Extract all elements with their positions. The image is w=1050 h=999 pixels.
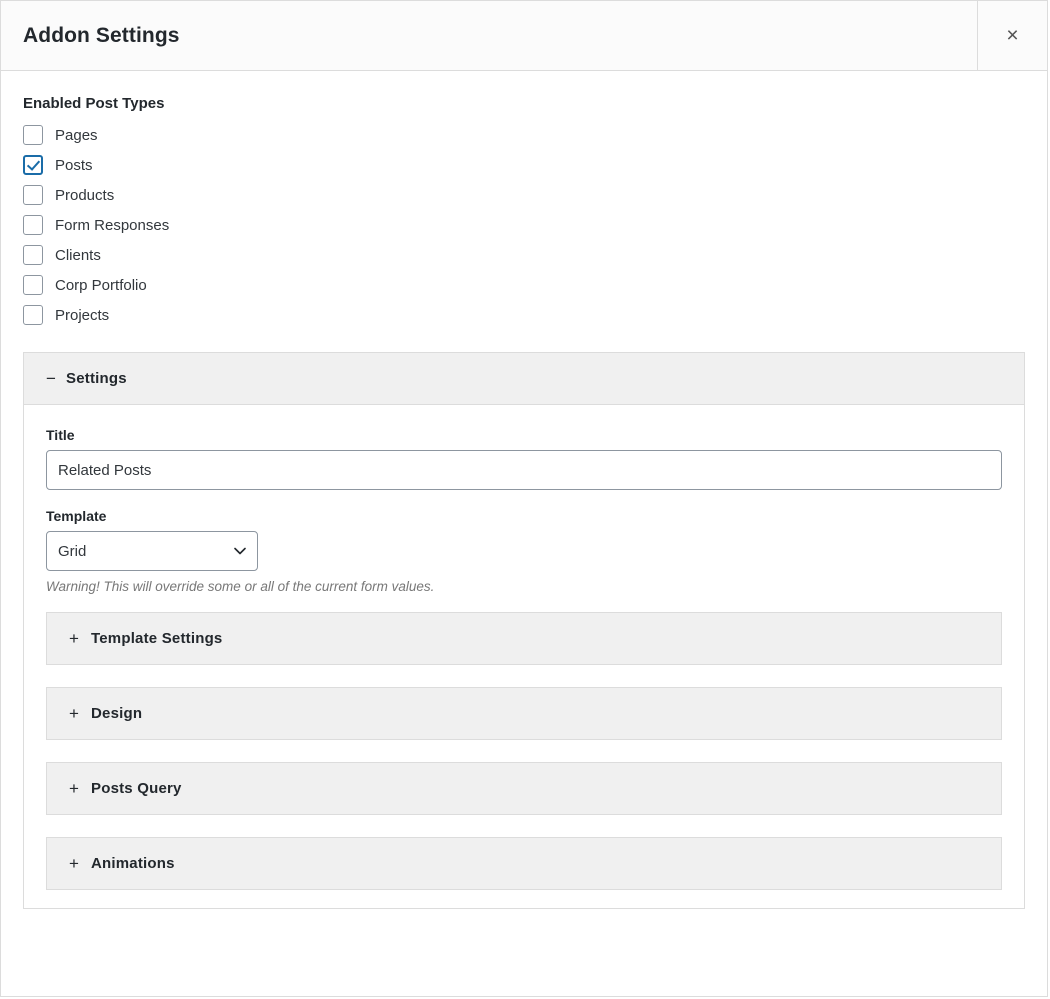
checkbox-label[interactable]: Clients: [55, 246, 101, 264]
list-item[interactable]: [23, 180, 1025, 210]
plus-icon[interactable]: +: [69, 853, 79, 873]
subpanel-design[interactable]: [46, 687, 1002, 740]
template-warning-text: Warning! This will override some or all of the current form values.: [46, 579, 435, 594]
enabled-post-types-list: [23, 120, 1025, 330]
settings-panel-header[interactable]: [24, 353, 1024, 405]
title-input[interactable]: [46, 450, 1002, 490]
checkbox-label[interactable]: Projects: [55, 306, 110, 324]
checkbox-projects[interactable]: [23, 305, 43, 325]
template-field-label: Template: [46, 508, 107, 524]
list-item[interactable]: [23, 300, 1025, 330]
settings-accordion-panel: [23, 352, 1025, 909]
subpanel-posts-query[interactable]: [46, 762, 1002, 815]
page-title: Addon Settings: [23, 23, 180, 47]
subpanel-title: Animations: [91, 855, 175, 872]
subpanel-title: Posts Query: [91, 780, 182, 797]
minus-icon[interactable]: −: [46, 368, 56, 388]
list-item[interactable]: [23, 120, 1025, 150]
checkbox-label[interactable]: Pages: [55, 126, 98, 144]
settings-panel-title: Settings: [66, 370, 127, 387]
list-item[interactable]: [23, 270, 1025, 300]
subpanel-title: Design: [91, 705, 143, 722]
plus-icon[interactable]: +: [69, 703, 79, 723]
checkbox-posts[interactable]: [23, 155, 43, 175]
checkbox-clients[interactable]: [23, 245, 43, 265]
modal-body: [1, 71, 1047, 996]
title-field-group: [46, 427, 1002, 490]
checkbox-label[interactable]: Form Responses: [55, 216, 170, 234]
title-field-label: Title: [46, 427, 75, 443]
enabled-post-types-heading: Enabled Post Types: [23, 95, 165, 112]
subpanel-title: Template Settings: [91, 630, 223, 647]
checkbox-label[interactable]: Products: [55, 186, 115, 204]
template-select[interactable]: [46, 531, 258, 571]
plus-icon[interactable]: +: [69, 628, 79, 648]
checkbox-label[interactable]: Corp Portfolio: [55, 276, 147, 294]
subpanel-template-settings[interactable]: [46, 612, 1002, 665]
settings-panel-body: [24, 405, 1024, 908]
template-select-wrap: [46, 531, 258, 571]
modal-header: [1, 1, 1047, 71]
list-item[interactable]: [23, 150, 1025, 180]
checkbox-label[interactable]: Posts: [55, 156, 93, 174]
checkbox-products[interactable]: [23, 185, 43, 205]
close-icon[interactable]: ×: [977, 1, 1047, 70]
subpanel-animations[interactable]: [46, 837, 1002, 890]
checkbox-form-responses[interactable]: [23, 215, 43, 235]
checkbox-pages[interactable]: [23, 125, 43, 145]
template-field-group: [46, 508, 1002, 594]
list-item[interactable]: [23, 240, 1025, 270]
list-item[interactable]: [23, 210, 1025, 240]
plus-icon[interactable]: +: [69, 778, 79, 798]
checkbox-corp-portfolio[interactable]: [23, 275, 43, 295]
